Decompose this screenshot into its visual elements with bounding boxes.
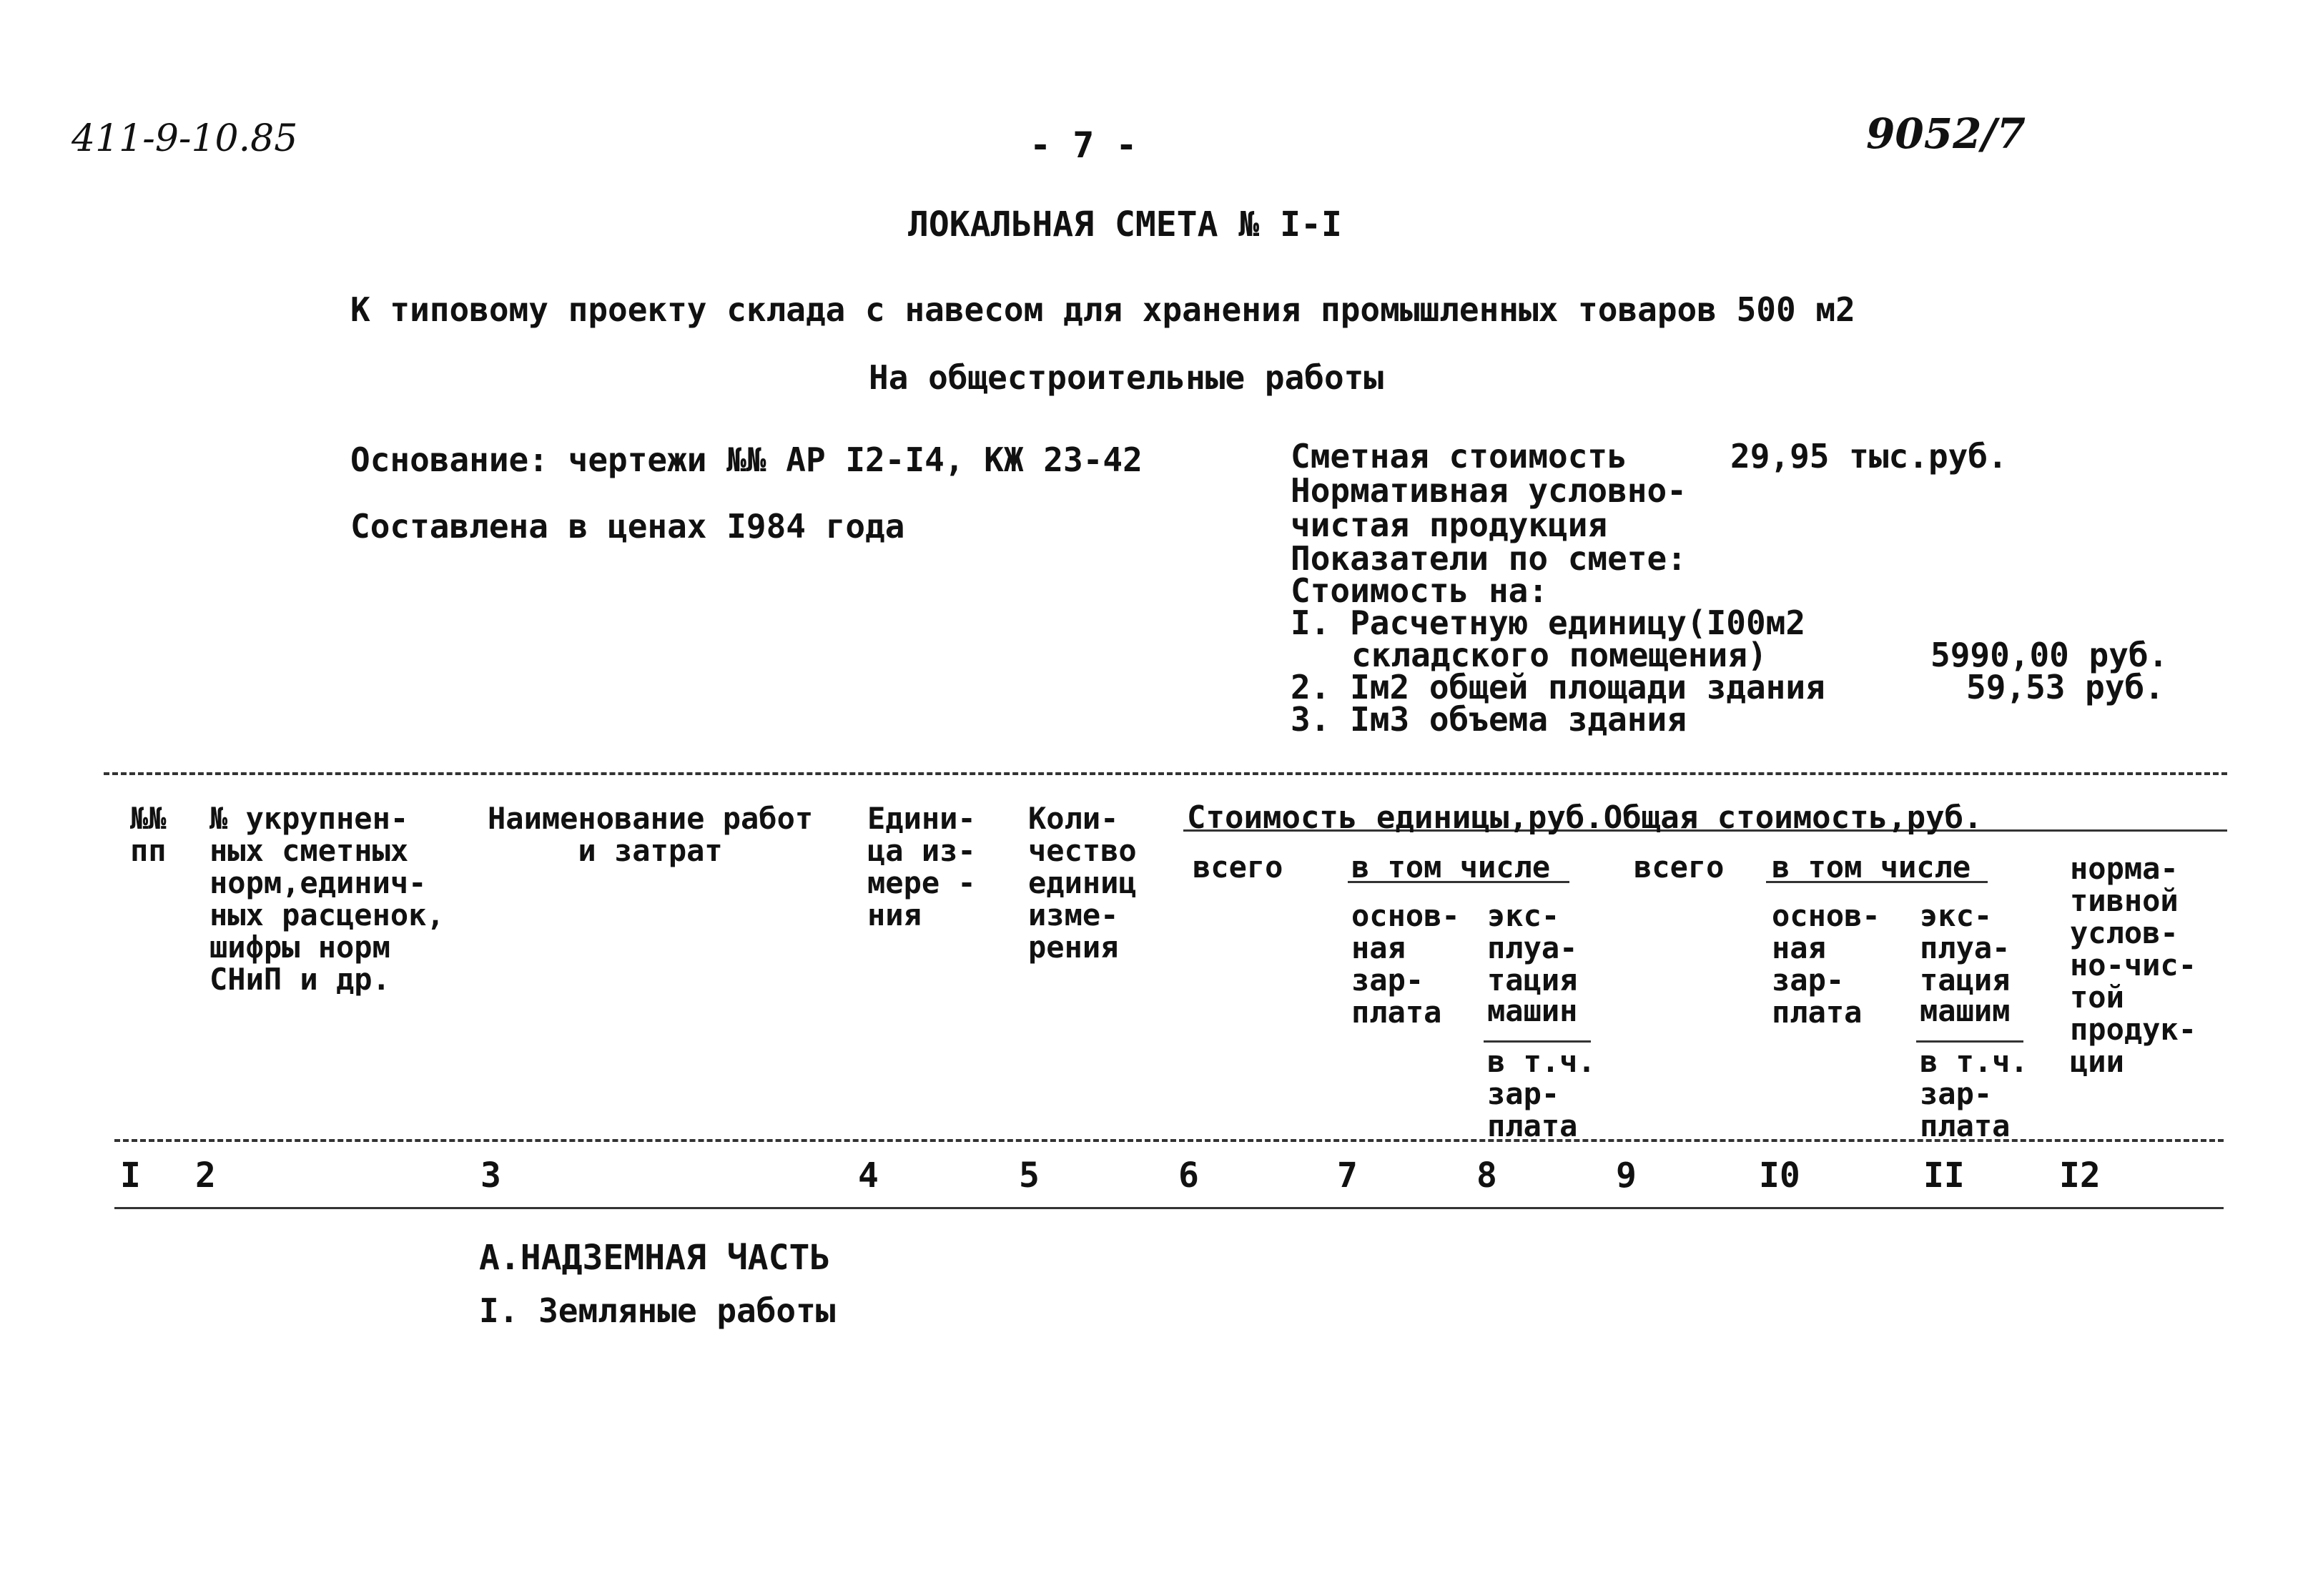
column-number: 6	[1178, 1156, 1199, 1196]
col-header-machines-2-bottom: в т.ч. зар- плата	[1920, 1044, 2028, 1143]
col-header-machines-2-top: экс- плуа- тация	[1920, 898, 2011, 998]
page-number: - 7 -	[1030, 124, 1138, 166]
numbers-bottom-rule	[114, 1207, 2224, 1209]
column-number: 5	[1019, 1156, 1040, 1196]
indicator-2-value: 59,53 руб.	[1966, 668, 2164, 706]
document-code-right: 9052/7	[1866, 109, 2026, 158]
indicator-1-value: 5990,00 руб.	[1930, 636, 2169, 674]
col-header-quantity: Коли- чество единиц изме- рения	[1028, 801, 1137, 965]
column-number: I0	[1759, 1156, 1800, 1196]
column-number: 3	[480, 1156, 501, 1196]
col-header-machines-1: машин	[1487, 993, 1578, 1028]
col-header-all-1: всего	[1193, 849, 1283, 885]
column-number: I	[120, 1156, 141, 1196]
column-number: 7	[1337, 1156, 1358, 1196]
col-header-net-product: норма- тивной услов- но-чис- той продук- ции	[2070, 851, 2197, 1079]
col-header-work-name: Наименование работ и затрат	[488, 801, 814, 868]
col-header-base-salary-2: основ- ная зар- плата	[1772, 898, 1880, 1030]
column-number: 2	[195, 1156, 216, 1196]
indicator-1-line-2: складского помещения)	[1351, 636, 1767, 674]
estimate-cost-value: 29,95 тыс.руб.	[1730, 437, 2008, 476]
column-number: 8	[1476, 1156, 1497, 1196]
column-number: I2	[2059, 1156, 2101, 1196]
col-header-machines-1-top: экс- плуа- тация	[1487, 898, 1578, 998]
col-header-number: №№ пп	[130, 801, 167, 868]
work-type: На общестроительные работы	[869, 358, 1384, 397]
basis-line: Основание: чертежи №№ АР I2-I4, КЖ 23-42	[350, 440, 1143, 479]
normative-line-2: чистая продукция	[1291, 506, 1608, 544]
indicator-2-label: 2. Iм2 общей площади здания	[1291, 668, 1825, 706]
col-header-all-2: всего	[1634, 849, 1725, 885]
column-number: 9	[1616, 1156, 1637, 1196]
table-top-rule	[104, 772, 2227, 775]
mach1-rule	[1484, 1040, 1591, 1043]
section-part-heading: А.НАДЗЕМНАЯ ЧАСТЬ	[479, 1238, 831, 1278]
document-code-left: 411-9-10.85	[71, 117, 298, 160]
indicator-1-line-1: I. Расчетную единицу(I00м2	[1291, 604, 1806, 642]
subsection-heading: I. Земляные работы	[479, 1291, 836, 1330]
cost-for-label: Стоимость на:	[1291, 571, 1549, 610]
column-number: II	[1923, 1156, 1965, 1196]
estimate-cost-label: Сметная стоимость	[1291, 437, 1627, 476]
normative-line-1: Нормативная условно-	[1291, 471, 1687, 510]
document-subtitle: К типовому проекту склада с навесом для хранения промышленных товаров 500 м2	[350, 290, 1855, 329]
indicator-3-label: 3. Iм3 объема здания	[1291, 700, 1687, 739]
col-header-base-salary-1: основ- ная зар- плата	[1351, 898, 1460, 1030]
mach2-rule	[1916, 1040, 2023, 1043]
col-header-norm-codes: № укрупнен- ных сметных норм,единич- ных расценок, шифры норм СНиП и др.	[209, 801, 445, 997]
document-title: ЛОКАЛЬНАЯ СМЕТА № I-I	[908, 205, 1342, 245]
col-header-incl-1: в том числе	[1351, 849, 1551, 885]
col-header-incl-2: в том числе	[1772, 849, 1971, 885]
col-header-unit: Едини- ца из- мере - ния	[867, 801, 976, 932]
col-header-machines-1-bottom: в т.ч. зар- плата	[1487, 1044, 1596, 1143]
col-header-machines-2: машим	[1920, 993, 2011, 1028]
header-bottom-rule	[114, 1139, 2224, 1142]
column-number: 4	[858, 1156, 879, 1196]
indicators-label: Показатели по смете:	[1291, 539, 1687, 578]
prices-year: Составлена в ценах I984 года	[350, 507, 905, 546]
col-header-cost-group: Стоимость единицы,руб.Общая стоимость,руб.	[1187, 799, 1983, 836]
